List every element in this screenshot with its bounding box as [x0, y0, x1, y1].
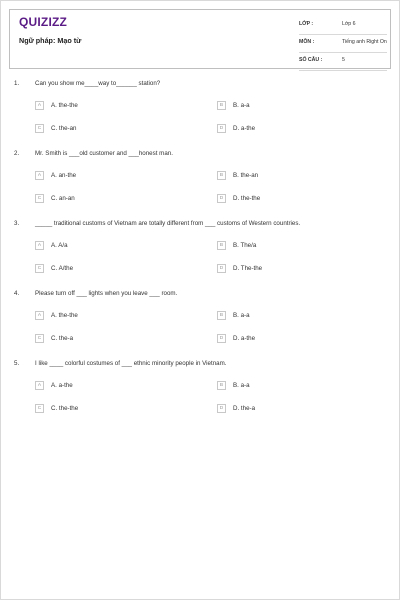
meta-value: 5	[342, 57, 345, 63]
option-c-checkbox[interactable]: C	[35, 404, 44, 413]
option-a-checkbox[interactable]: A	[35, 171, 44, 180]
option-a-text[interactable]: A. A/a	[51, 242, 68, 249]
option-a-text[interactable]: A. an-the	[51, 172, 77, 179]
meta-label: SỐ CÂU :	[299, 57, 323, 63]
option-d-checkbox[interactable]: D	[217, 194, 226, 203]
option-c-checkbox[interactable]: C	[35, 334, 44, 343]
meta-value: Lớp 6	[342, 21, 356, 27]
question-number: 1.	[14, 80, 20, 87]
option-a-checkbox[interactable]: A	[35, 241, 44, 250]
option-b-checkbox[interactable]: B	[217, 101, 226, 110]
option-d-checkbox[interactable]: D	[217, 404, 226, 413]
question-text: _____ traditional customs of Vietnam are totally different from ___ customs of Western countries.	[35, 220, 301, 227]
option-b-text[interactable]: B. the-an	[233, 172, 259, 179]
meta-label: MÔN :	[299, 39, 315, 45]
option-d-text[interactable]: D. The-the	[233, 265, 263, 272]
option-d-checkbox[interactable]: D	[217, 334, 226, 343]
option-d-text[interactable]: D. the-the	[233, 195, 261, 202]
option-b-text[interactable]: B. a-a	[233, 382, 250, 389]
option-d-text[interactable]: D. a-the	[233, 125, 256, 132]
meta-value: Tiếng anh Right On	[342, 39, 387, 45]
question-number: 5.	[14, 360, 20, 367]
option-b-checkbox[interactable]: B	[217, 381, 226, 390]
meta-label: LỚP :	[299, 21, 314, 27]
option-d-text[interactable]: D. the-a	[233, 405, 256, 412]
option-b-text[interactable]: B. a-a	[233, 102, 250, 109]
worksheet-title: Ngữ pháp: Mạo từ	[19, 36, 82, 45]
meta-row-subject	[299, 35, 387, 53]
question-number: 2.	[14, 150, 20, 157]
option-c-checkbox[interactable]: C	[35, 264, 44, 273]
question-text: Please turn off ___ lights when you leave ___ room.	[35, 290, 178, 297]
option-a-text[interactable]: A. a-the	[51, 382, 73, 389]
option-d-checkbox[interactable]: D	[217, 264, 226, 273]
question-text: Mr. Smith is ___old customer and ___honest man.	[35, 150, 173, 157]
option-a-text[interactable]: A. the-the	[51, 312, 78, 319]
meta-row-class	[299, 17, 387, 35]
meta-table	[299, 17, 387, 71]
option-c-text[interactable]: C. the-an	[51, 125, 77, 132]
option-b-checkbox[interactable]: B	[217, 241, 226, 250]
option-c-text[interactable]: C. A/the	[51, 265, 74, 272]
question-number: 4.	[14, 290, 20, 297]
option-c-checkbox[interactable]: C	[35, 124, 44, 133]
option-a-checkbox[interactable]: A	[35, 381, 44, 390]
question-number: 3.	[14, 220, 20, 227]
option-d-text[interactable]: D. a-the	[233, 335, 256, 342]
option-b-checkbox[interactable]: B	[217, 311, 226, 320]
question-text: I like ____ colorful costumes of ___ ethnic minority people in Vietnam.	[35, 360, 227, 367]
worksheet-header	[9, 9, 391, 69]
option-a-checkbox[interactable]: A	[35, 311, 44, 320]
option-b-checkbox[interactable]: B	[217, 171, 226, 180]
option-b-text[interactable]: B. The/a	[233, 242, 257, 249]
meta-row-question-count	[299, 53, 387, 71]
option-d-checkbox[interactable]: D	[217, 124, 226, 133]
quizizz-logo: QUIZIZZ	[19, 15, 68, 29]
question-text: Can you show me____way to______ station?	[35, 80, 161, 87]
option-c-text[interactable]: C. an-an	[51, 195, 75, 202]
option-a-checkbox[interactable]: A	[35, 101, 44, 110]
option-a-text[interactable]: A. the-the	[51, 102, 78, 109]
option-c-text[interactable]: C. the-a	[51, 335, 74, 342]
option-c-text[interactable]: C. the-the	[51, 405, 79, 412]
option-b-text[interactable]: B. a-a	[233, 312, 250, 319]
option-c-checkbox[interactable]: C	[35, 194, 44, 203]
